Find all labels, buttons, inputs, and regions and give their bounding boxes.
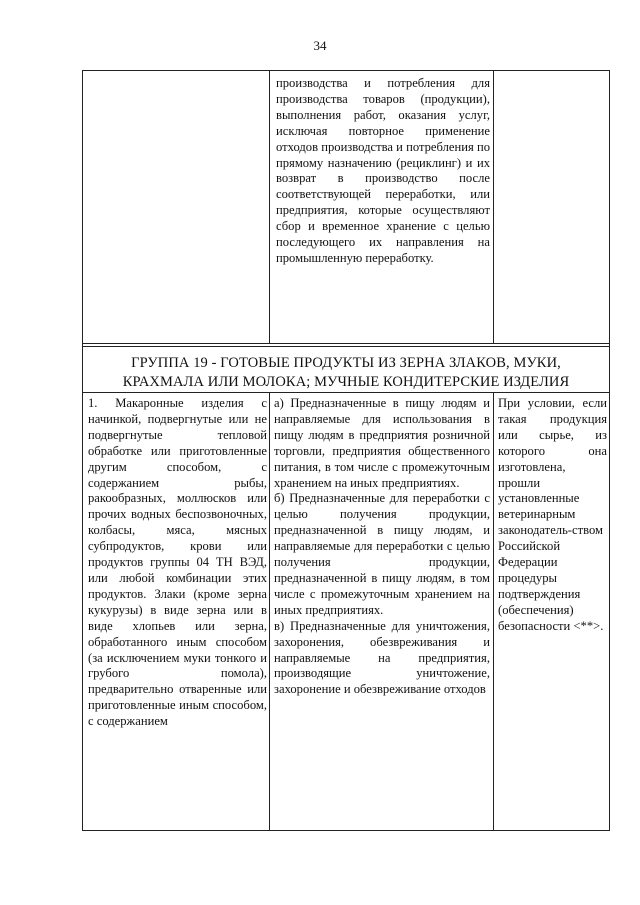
row-divider-top — [83, 343, 609, 344]
purpose-b-text: б) Предназначенные для переработки с целью получения продукции, предназначенной в пищу людям, и направляемые для переработки с целью получения продукции, предназначенной в пищу людям, в том числе с промежуточным хранением на иных предприятиях. — [274, 491, 490, 617]
document-table — [82, 70, 610, 831]
product-description: 1. Макаронные изделия с начинкой, подвергнутые или не подвергнутые тепловой обработке или приготовленные другим способом, с содержанием рыбы, ракообразных, моллюсков или прочих водных беспозвоночных, колбасы, мяса, мясных субпродуктов, крови или продуктов группы 04 ТН ВЭД, или любой комбинации этих продуктов. Злаки (кроме зерна кукурузы) в виде зерна или в виде хлопьев или зерна, обработанного иным способом (за исключением муки тонкого и грубого помола), предварительно отваренные или приготовленные иным способом, с содержанием — [88, 396, 267, 729]
purpose-c-text: в) Предназначенные для уничтожения, захоронения, обезвреживания и направляемые на предприятия, производящие уничтожение, захоронение и обезвреживание отходов — [274, 618, 490, 697]
group-heading-line-1: ГРУППА 19 - ГОТОВЫЕ ПРОДУКТЫ ИЗ ЗЕРНА ЗЛАКОВ, МУКИ, — [131, 355, 561, 371]
column-divider-2-top — [493, 71, 494, 344]
group-heading — [83, 349, 609, 393]
column-divider-1-top — [269, 71, 270, 344]
column-divider-1-bottom — [269, 392, 270, 831]
group-heading-line-2: КРАХМАЛА ИЛИ МОЛОКА; МУЧНЫЕ КОНДИТЕРСКИЕ ИЗДЕЛИЯ — [122, 374, 570, 390]
top-row-purpose-text: производства и потребления для производства товаров (продукции), выполнения работ, оказания услуг, исключая повторное применение отходов производства и потребления по прямому назначению (рециклинг) и их возврат в производство после соответствующей переработки, или предприятия, которые осуществляют сбор и временное хранение с целью последующего их направления на промышленную переработку. — [276, 76, 490, 265]
condition-text: При условии, если такая продукция или сырье, из которого она изготовлена, прошли установленные ветеринарным законодатель-ством Российской Федерации процедуры подтверждения (обеспечения) безопасности <**>. — [498, 396, 607, 633]
page-number: 34 — [313, 38, 327, 53]
top-row-purpose-cell — [273, 76, 493, 267]
row-divider-top-double — [83, 346, 609, 347]
column-divider-2-bottom — [493, 392, 494, 831]
product-cell — [85, 396, 269, 730]
purpose-a-text: а) Предназначенные в пищу людям и направляемые для использования в пищу людям в предприятия розничной торговли, предприятия общественного питания, в том числе с промежуточным хранением на иных предприятиях. — [274, 396, 490, 490]
purpose-cell — [272, 396, 493, 698]
condition-cell — [496, 396, 609, 635]
